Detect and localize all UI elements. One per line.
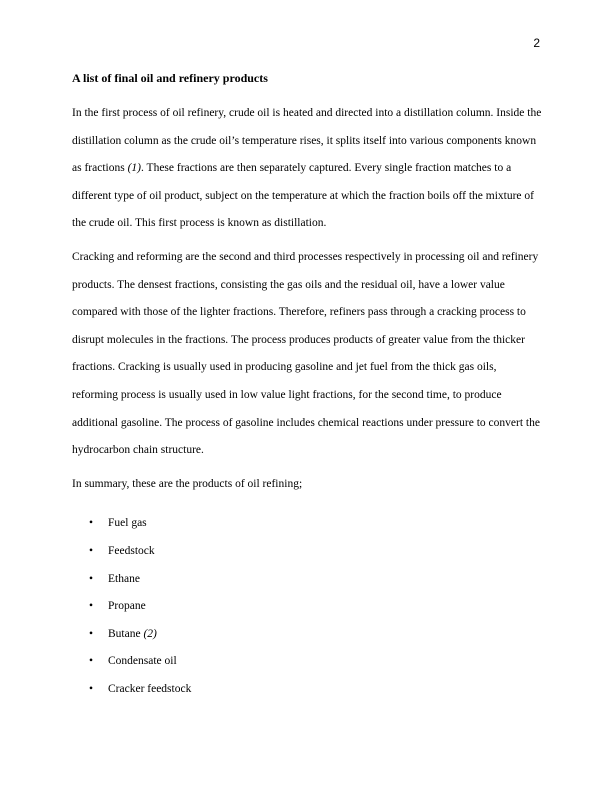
- bullet-icon: •: [89, 655, 94, 668]
- list-item-label: Fuel gas: [108, 517, 147, 530]
- list-item-label: Ethane: [108, 572, 140, 585]
- bullet-icon: •: [89, 572, 94, 585]
- list-item: [72, 621, 542, 649]
- list-item: [72, 538, 542, 566]
- page-number: 2: [533, 36, 540, 50]
- bullet-icon: •: [89, 544, 94, 557]
- products-list: [72, 510, 542, 703]
- bullet-icon: •: [89, 517, 94, 530]
- paragraph-text: In the first process of oil refinery, crude oil is heated and directed into a distillation column. Inside the distillation column as the crude oil’s temperature rises, it splits itself into various components known as fractions: [72, 107, 542, 175]
- bullet-icon: •: [89, 682, 94, 695]
- paragraph-text: . These fractions are then separately captured. Every single fraction matches to a different type of oil product, subject on the temperature at which the fraction boils off the mixture of the crude oil. This first process is known as distillation.: [72, 162, 534, 230]
- list-item: [72, 648, 542, 676]
- list-item-label: Feedstock: [108, 544, 155, 557]
- list-item: [72, 676, 542, 704]
- list-item-label: Cracker feedstock: [108, 682, 192, 695]
- section-heading: A list of final oil and refinery products: [72, 71, 268, 85]
- list-item-label: Condensate oil: [108, 655, 177, 668]
- paragraph-summary: In summary, these are the products of oil refining;: [72, 477, 303, 490]
- citation: (1): [127, 162, 141, 175]
- list-item-label: Butane: [108, 627, 144, 640]
- list-item-label: Propane: [108, 600, 146, 613]
- paragraph-cracking-reforming: Cracking and reforming are the second and third processes respectively in processing oil and refinery products. The densest fractions, consisting the gas oils and the residual oil, have a lower value compared with those of the lighter fractions. Therefore, refiners pass through a cracking process to disrupt molecules in the fractions. The process produces products of greater value from the thicker fractions. Cracking is usually used in producing gasoline and jet fuel from the thick gas oils, reforming process is usually used in low value light fractions, for the second time, to produce additional gasoline. The process of gasoline includes chemical reactions under pressure to convert the hydrocarbon chain structure.: [72, 250, 540, 457]
- bullet-icon: •: [89, 627, 94, 640]
- document-body: [72, 70, 542, 703]
- list-item: [72, 593, 542, 621]
- list-item: [72, 566, 542, 594]
- bullet-icon: •: [89, 600, 94, 613]
- citation: (2): [143, 627, 157, 640]
- paragraph-distillation: [72, 100, 542, 238]
- list-item: [72, 510, 542, 538]
